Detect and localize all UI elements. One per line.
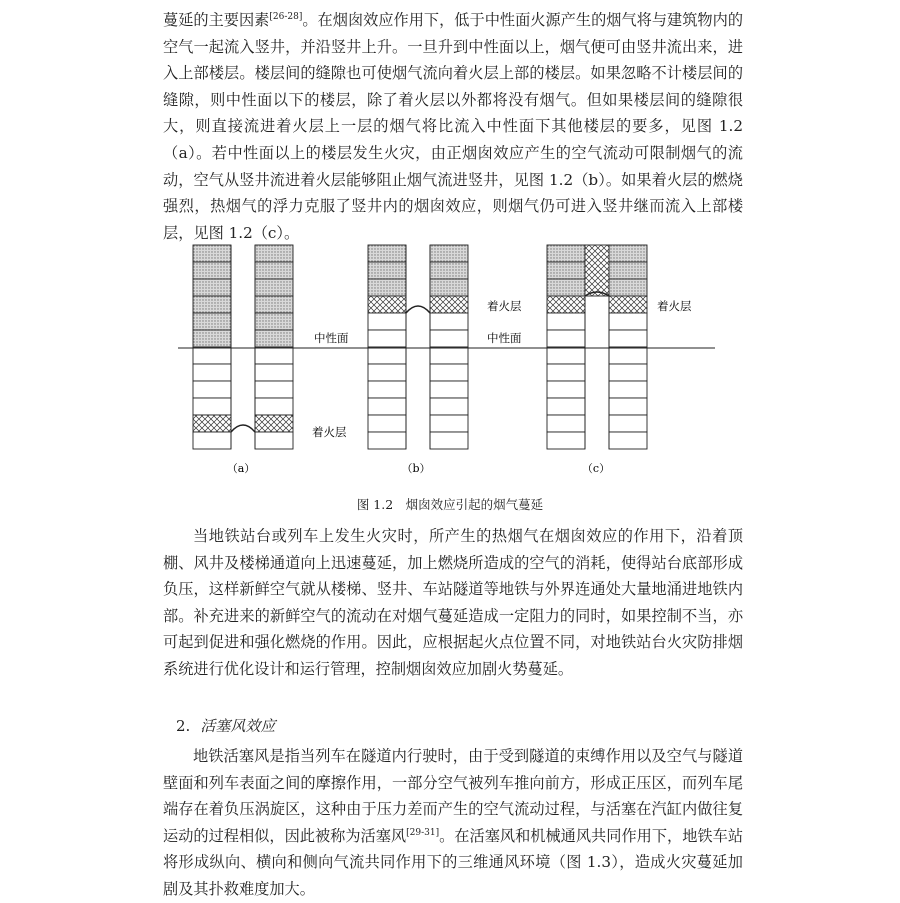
citation: [26-28] <box>269 11 303 22</box>
building-c <box>547 245 647 449</box>
paragraph-subway-fire: 当地铁站台或列车上发生火灾时，所产生的热烟气在烟囱效应的作用下，沿着顶棚、风井及楼梯通道向上迅速蔓延，加上燃烧所造成的空气的消耗，使得站台底部形成负压，这样新鲜空气就从楼梯、竖井、车站隧道等地铁与外界连通处大量地涌进地铁内部。补充进来的新鲜空气的流动在对烟气蔓延造成一定阻力的同时，如果控制不当，亦可起到促进和强化燃烧的作用。因此，应根据起火点位置不同，对地铁站台火灾防排烟系统进行优化设计和运行管理，控制烟囱效应加剧火势蔓延。 <box>163 527 743 678</box>
fire-label-c: 着火层 <box>657 299 692 313</box>
figure-1-2 <box>0 235 900 495</box>
section-number: 2. <box>176 717 191 735</box>
figure-caption: 图 1.2 烟囱效应引起的烟气蔓延 <box>356 497 544 512</box>
sub-label-c: （c） <box>581 462 611 475</box>
fire-label-b: 着火层 <box>487 299 522 313</box>
fire-label-a: 着火层 <box>312 425 347 439</box>
building-b <box>368 245 468 449</box>
section-title: 活塞风效应 <box>200 717 276 735</box>
paragraph-chimney-effect: 蔓延的主要因素[26-28]。在烟囱效应作用下，低于中性面火源产生的烟气将与建筑物内的空气一起流入竖井，并沿竖井上升。一旦升到中性面以上，烟气便可由竖井流出来，进入上部楼层。楼层间的缝隙也可使烟气流向着火层上部的楼层。如果忽略不计楼层间的缝隙，则中性面以下的楼层，除了着火层以外都将没有烟气。但如果楼层间的缝隙很大，则直接流进着火层上一层的烟气将比流入中性面下其他楼层的要多，见图 1.2（a）。若中性面以上的楼层发生火灾，由正烟囱效应产生的空气流动可限制烟气的流动，空气从竖井流进着火层能够阻止烟气流进竖井，见图 1.2（b）。如果着火层的燃烧强烈，热烟气的浮力克服了竖井内的烟囱效应，则烟气仍可进入竖井继而流入上部楼层，见图 1.2（c）。 <box>163 11 744 242</box>
sub-label-a: （a） <box>226 462 256 475</box>
sub-label-b: （b） <box>401 462 431 475</box>
neutral-label-a: 中性面 <box>314 331 349 345</box>
paragraph-piston-wind: 地铁活塞风是指当列车在隧道内行驶时，由于受到隧道的束缚作用以及空气与隧道壁面和列车表面之间的摩擦作用，一部分空气被列车推向前方，形成正压区，而列车尾端存在着负压涡旋区，这种由于压力差而产生的空气流动过程，与活塞在汽缸内做往复运动的过程相似，因此被称为活塞风[29-31]。在活塞风和机械通风共同作用下，地铁车站将形成纵向、横向和侧向气流共同作用下的三维通风环境（图 1.3），造成火灾蔓延加剧及其扑救难度加大。 <box>163 747 743 898</box>
citation: [29-31] <box>406 827 440 838</box>
neutral-label-b: 中性面 <box>487 331 522 345</box>
section-heading <box>176 715 275 736</box>
building-a <box>193 245 293 449</box>
